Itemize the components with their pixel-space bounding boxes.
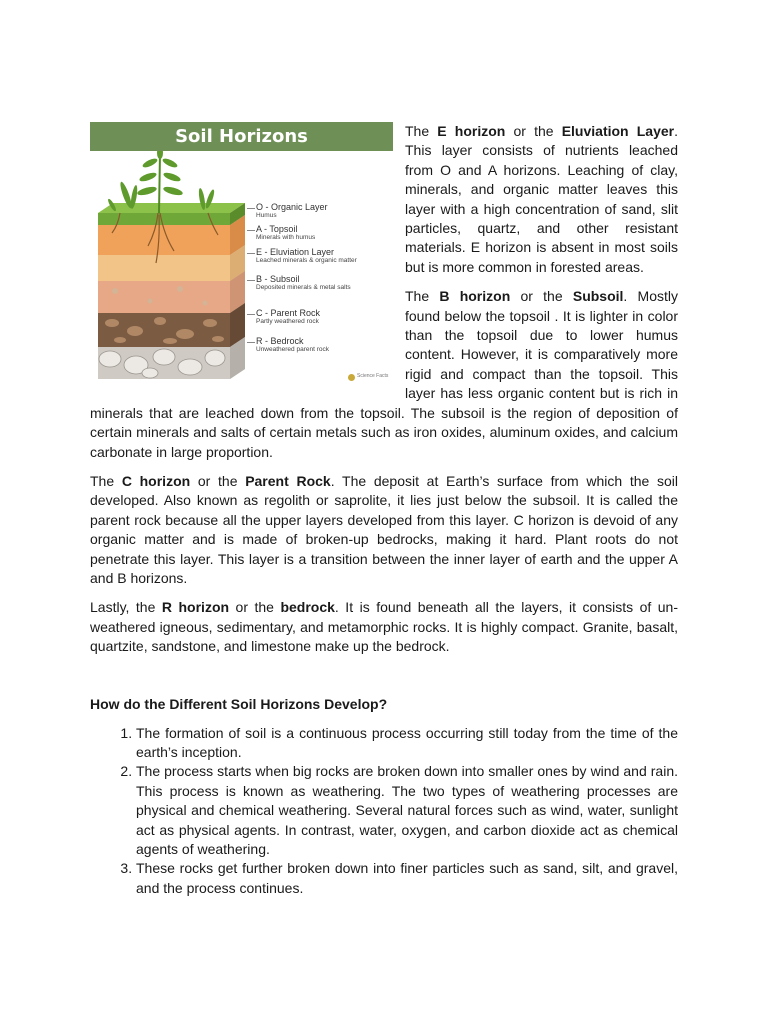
layer-desc: Minerals with humus [256, 234, 316, 241]
layer-name: E - Eluviation Layer [256, 247, 335, 257]
layer-desc: Humus [256, 212, 277, 219]
figure-title: Soil Horizons [90, 122, 393, 151]
layer-desc: Leached minerals & organic matter [256, 257, 357, 264]
development-steps-list [90, 724, 678, 899]
layer-name: B - Subsoil [256, 274, 300, 284]
list-item: 2. The process starts when big rocks are broken down into smaller ones by wind and rain. This process is known as weathering. The two types of weathering processes are physical and chemical weathering. Several natural forces such as wind, water, sunlight act as physical agents. In contrast, water, oxygen, and carbon dioxide act as chemical agents of weathering. [136, 762, 678, 859]
layer-label [256, 274, 351, 292]
layer-name: A - Topsoil [256, 224, 298, 234]
section-heading: How do the Different Soil Horizons Develop? [90, 695, 388, 712]
credit-logo-icon [348, 374, 355, 381]
soil-horizons-figure [90, 122, 393, 390]
layer-name: R - Bedrock [256, 336, 304, 346]
layer-label [256, 247, 357, 265]
layer-label [256, 224, 315, 242]
leader-line [247, 314, 255, 315]
layer-desc: Deposited minerals & metal salts [256, 284, 351, 291]
list-item: 1. The formation of soil is a continuous process occurring still today from the time of the earth’s inception. [136, 724, 678, 763]
layer-desc: Partly weathered rock [256, 318, 319, 325]
layer-label [256, 202, 328, 220]
leader-line [247, 230, 255, 231]
layer-desc: Unweathered parent rock [256, 346, 329, 353]
list-item: 3. These rocks get further broken down into finer particles such as sand, silt, and gravel, and the process continues. [136, 859, 678, 898]
layer-label [256, 308, 320, 326]
leader-line [247, 208, 255, 209]
leader-line [247, 342, 255, 343]
layer-name: C - Parent Rock [256, 308, 321, 318]
soil-profile-illustration [90, 151, 393, 390]
leader-line [247, 253, 255, 254]
paragraph-e-horizon: The E horizon or the Eluviation Layer. This layer consists of nutrients leached from O and A horizons. Leaching of clay, minerals, and organic matter leaves this layer with a high concentration of sand, slit particles, quartz, and other resistant materials. E horizon is absent in most soils but is more common in forested areas. [405, 123, 678, 275]
figure-credit: Science Facts [357, 373, 389, 379]
layer-label [256, 336, 329, 354]
leader-line [247, 280, 255, 281]
layer-name: O - Organic Layer [256, 202, 328, 212]
document-page [90, 122, 678, 898]
paragraph-r-horizon: Lastly, the R horizon or the bedrock. It is found beneath all the layers, it consists of un-weathered igneous, sedimentary, and metamorphic rocks. It is highly compact. Granite, basalt, quartzite, sandstone, and limestone make up the bedrock. [90, 599, 678, 655]
paragraph-c-horizon: The C horizon or the Parent Rock. The deposit at Earth’s surface from which the soil developed. Also known as regolith or saprolite, it lies just below the subsoil. It is called the parent rock because all the upper layers developed from this layer. C horizon is devoid of any organic matter and is made of broken-up bedrocks, making it hard. Plant roots do not penetrate this layer. This layer is a transition between the inner layer of earth and the upper A and B horizons. [90, 472, 678, 586]
paragraph-b-horizon: The B horizon or the Subsoil. Mostly found below the topsoil . It is lighter in color than the topsoil due to lower humus content. However, it is comparatively more rigid and compact than the topsoil. This layer has less organic content but is rich in minerals that are leached down from the topsoil. The subsoil is the region of deposition of certain minerals and salts of certain metals such as iron oxides, aluminum oxides, and calcium carbonate in large proportion. [90, 288, 678, 460]
